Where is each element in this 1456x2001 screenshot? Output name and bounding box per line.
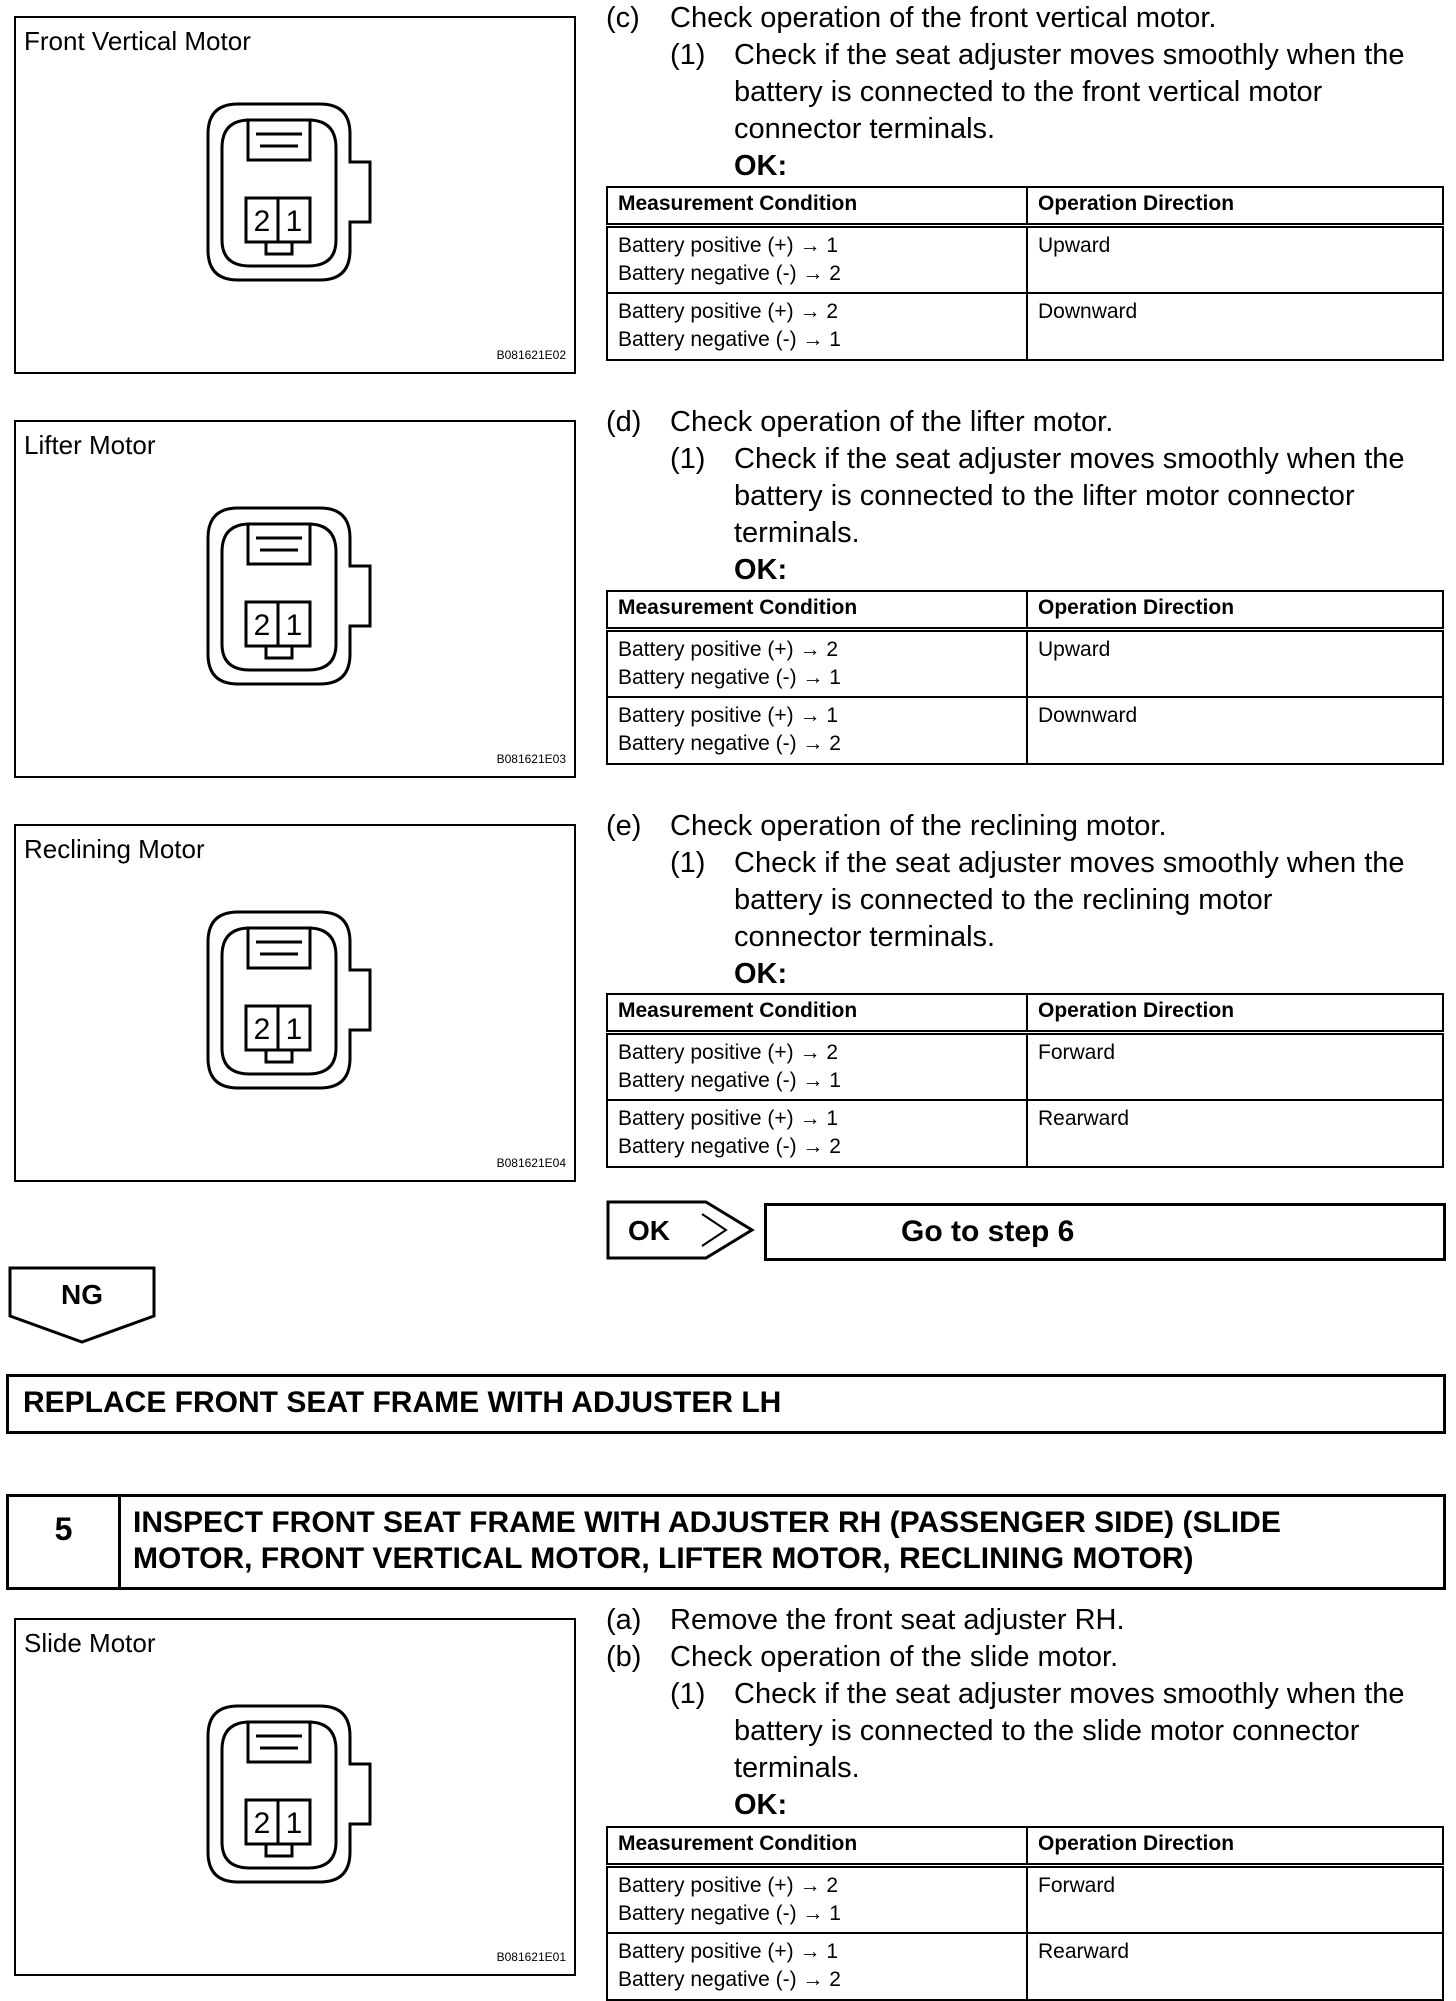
substep-text-cont: terminals. bbox=[734, 1752, 860, 1784]
ok-label: OK: bbox=[734, 554, 788, 586]
condition-line: Battery negative (-) → 1 bbox=[618, 1068, 841, 1092]
column-header: Measurement Condition bbox=[607, 1827, 1027, 1865]
condition-line: Battery negative (-) → 2 bbox=[618, 261, 841, 285]
measurement-table bbox=[606, 993, 1444, 1168]
table-row bbox=[607, 293, 1443, 360]
substep-text: Check if the seat adjuster moves smoothly when the bbox=[734, 847, 1405, 879]
figure-slide-motor bbox=[14, 1618, 576, 1976]
table-row bbox=[607, 1933, 1443, 2000]
substep-marker: (1) bbox=[670, 847, 706, 879]
substep-text-cont: battery is connected to the reclining motor bbox=[734, 884, 1273, 916]
condition-line: Battery negative (-) → 2 bbox=[618, 1967, 841, 1991]
substep-text-cont: terminals. bbox=[734, 517, 860, 549]
direction-cell: Rearward bbox=[1027, 1100, 1443, 1167]
substep-text: Check if the seat adjuster moves smoothly when the bbox=[734, 39, 1405, 71]
direction-cell: Upward bbox=[1027, 225, 1443, 293]
figure-lifter-motor bbox=[14, 420, 576, 778]
figure-code: B081621E02 bbox=[496, 348, 566, 362]
pin-label-right: 1 bbox=[285, 205, 303, 238]
table-row bbox=[607, 629, 1443, 697]
section-number: 5 bbox=[9, 1497, 121, 1587]
connector-diagram bbox=[204, 504, 384, 688]
substep-text-cont: battery is connected to the lifter motor connector bbox=[734, 480, 1355, 512]
direction-cell: Downward bbox=[1027, 293, 1443, 360]
substep-marker: (1) bbox=[670, 39, 706, 71]
figure-label: Lifter Motor bbox=[24, 430, 156, 460]
ok-label: OK: bbox=[734, 150, 788, 182]
table-row bbox=[607, 1032, 1443, 1100]
pin-label-left: 2 bbox=[253, 609, 271, 642]
step-text: Remove the front seat adjuster RH. bbox=[670, 1604, 1125, 1636]
condition-line: Battery negative (-) → 1 bbox=[618, 327, 841, 351]
figure-code: B081621E01 bbox=[496, 1950, 566, 1964]
step-ab bbox=[606, 1602, 1446, 1824]
pin-label-left: 2 bbox=[253, 1013, 271, 1046]
connector-diagram bbox=[204, 1702, 384, 1886]
column-header: Operation Direction bbox=[1027, 994, 1443, 1032]
step-marker: (c) bbox=[606, 2, 640, 34]
direction-cell: Forward bbox=[1027, 1032, 1443, 1100]
section-title-line: MOTOR, FRONT VERTICAL MOTOR, LIFTER MOTOR, RECLINING MOTOR) bbox=[133, 1542, 1194, 1575]
step-text: Check operation of the lifter motor. bbox=[670, 406, 1114, 438]
section-title-line: INSPECT FRONT SEAT FRAME WITH ADJUSTER RH (PASSENGER SIDE) (SLIDE bbox=[133, 1506, 1281, 1539]
go-to-step-box: Go to step 6 bbox=[764, 1203, 1446, 1261]
substep-text-cont: battery is connected to the front vertical motor bbox=[734, 76, 1323, 108]
step-marker: (e) bbox=[606, 810, 642, 842]
connector-diagram bbox=[204, 100, 384, 284]
substep-text: Check if the seat adjuster moves smoothly when the bbox=[734, 443, 1405, 475]
substep-text-cont: connector terminals. bbox=[734, 113, 996, 145]
direction-cell: Upward bbox=[1027, 629, 1443, 697]
condition-line: Battery positive (+) → 2 bbox=[618, 1873, 838, 1897]
step-c bbox=[606, 0, 1446, 185]
condition-line: Battery positive (+) → 1 bbox=[618, 233, 838, 257]
condition-line: Battery positive (+) → 2 bbox=[618, 637, 838, 661]
condition-line: Battery positive (+) → 2 bbox=[618, 299, 838, 323]
direction-cell: Downward bbox=[1027, 697, 1443, 764]
step-text: Check operation of the reclining motor. bbox=[670, 810, 1167, 842]
ng-label: NG bbox=[61, 1279, 103, 1310]
table-row bbox=[607, 1100, 1443, 1167]
condition-line: Battery positive (+) → 1 bbox=[618, 1939, 838, 1963]
ng-arrow-box bbox=[8, 1266, 158, 1344]
column-header: Operation Direction bbox=[1027, 591, 1443, 629]
condition-line: Battery positive (+) → 1 bbox=[618, 703, 838, 727]
ok-label: OK: bbox=[734, 1789, 788, 1821]
column-header: Operation Direction bbox=[1027, 1827, 1443, 1865]
pin-label-left: 2 bbox=[253, 1807, 271, 1840]
figure-label: Reclining Motor bbox=[24, 834, 205, 864]
pin-label-left: 2 bbox=[253, 205, 271, 238]
ok-arrow-box bbox=[606, 1200, 756, 1262]
condition-line: Battery negative (-) → 1 bbox=[618, 665, 841, 689]
column-header: Measurement Condition bbox=[607, 591, 1027, 629]
substep-marker: (1) bbox=[670, 443, 706, 475]
substep-text: Check if the seat adjuster moves smoothly when the bbox=[734, 1678, 1405, 1710]
figure-label: Front Vertical Motor bbox=[24, 26, 251, 56]
column-header: Operation Direction bbox=[1027, 187, 1443, 225]
condition-line: Battery negative (-) → 2 bbox=[618, 731, 841, 755]
pin-label-right: 1 bbox=[285, 609, 303, 642]
pin-label-right: 1 bbox=[285, 1807, 303, 1840]
step-marker: (b) bbox=[606, 1641, 642, 1673]
condition-line: Battery negative (-) → 1 bbox=[618, 1901, 841, 1925]
substep-marker: (1) bbox=[670, 1678, 706, 1710]
pin-label-right: 1 bbox=[285, 1013, 303, 1046]
substep-text-cont: connector terminals. bbox=[734, 921, 996, 953]
measurement-table bbox=[606, 1826, 1444, 2001]
step-marker: (d) bbox=[606, 406, 642, 438]
direction-cell: Rearward bbox=[1027, 1933, 1443, 2000]
condition-line: Battery positive (+) → 1 bbox=[618, 1106, 838, 1130]
step-e bbox=[606, 808, 1446, 993]
ok-label: OK: bbox=[734, 958, 788, 990]
section-header bbox=[6, 1494, 1446, 1590]
column-header: Measurement Condition bbox=[607, 187, 1027, 225]
figure-code: B081621E03 bbox=[496, 752, 566, 766]
replace-instruction: REPLACE FRONT SEAT FRAME WITH ADJUSTER LH bbox=[6, 1374, 1446, 1434]
measurement-table bbox=[606, 186, 1444, 361]
table-row bbox=[607, 1865, 1443, 1933]
column-header: Measurement Condition bbox=[607, 994, 1027, 1032]
ok-label: OK bbox=[628, 1215, 670, 1246]
step-marker: (a) bbox=[606, 1604, 642, 1636]
step-text: Check operation of the slide motor. bbox=[670, 1641, 1119, 1673]
figure-code: B081621E04 bbox=[496, 1156, 566, 1170]
figure-front-vertical-motor bbox=[14, 16, 576, 374]
condition-line: Battery negative (-) → 2 bbox=[618, 1134, 841, 1158]
table-row bbox=[607, 225, 1443, 293]
direction-cell: Forward bbox=[1027, 1865, 1443, 1933]
substep-text-cont: battery is connected to the slide motor connector bbox=[734, 1715, 1360, 1747]
measurement-table bbox=[606, 590, 1444, 765]
figure-reclining-motor bbox=[14, 824, 576, 1182]
step-text: Check operation of the front vertical motor. bbox=[670, 2, 1217, 34]
step-d bbox=[606, 404, 1446, 589]
connector-diagram bbox=[204, 908, 384, 1092]
condition-line: Battery positive (+) → 2 bbox=[618, 1040, 838, 1064]
figure-label: Slide Motor bbox=[24, 1628, 156, 1658]
section-title bbox=[121, 1497, 1443, 1587]
table-row bbox=[607, 697, 1443, 764]
